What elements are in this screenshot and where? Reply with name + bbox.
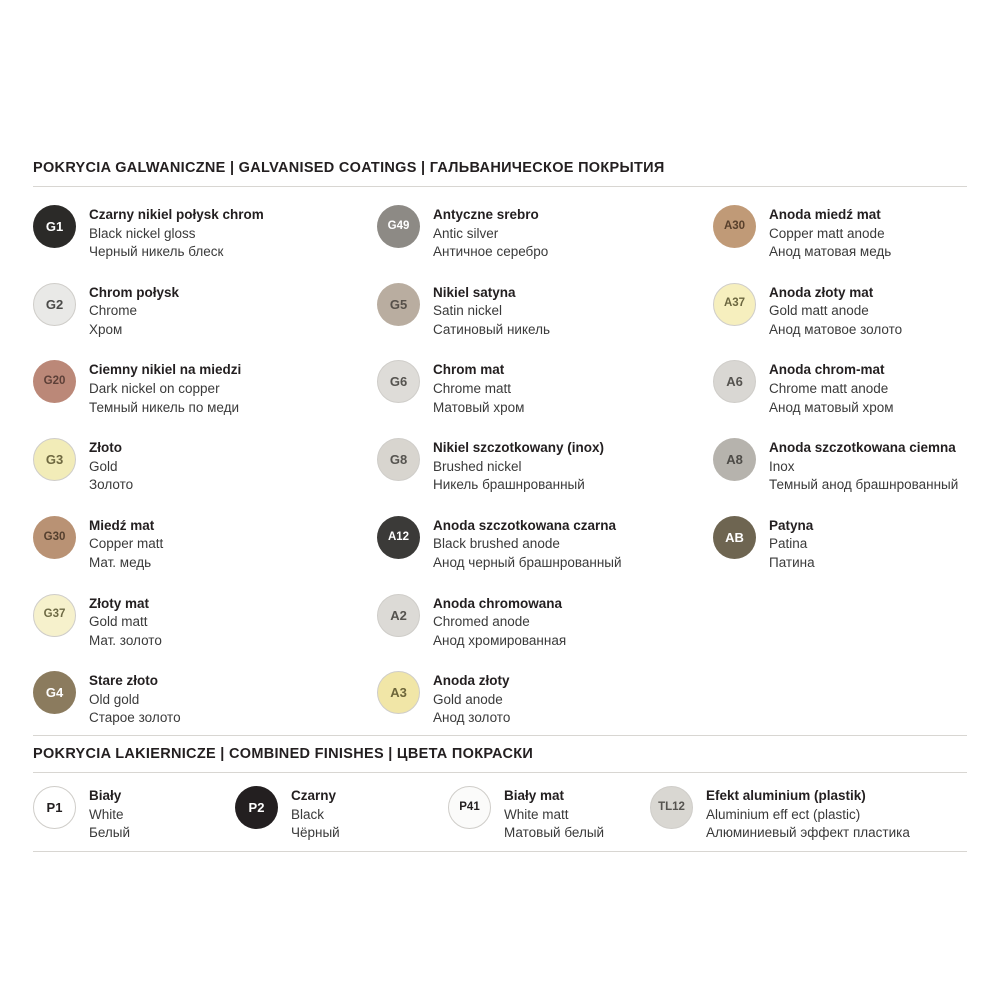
swatch-labels — [89, 594, 162, 651]
swatch-circle: P2 — [235, 786, 278, 829]
label-ru: Мат. золото — [89, 632, 162, 648]
label-pl: Chrom połysk — [89, 284, 180, 300]
label-ru: Чёрный — [291, 825, 340, 841]
label-ru: Анод матовое золото — [769, 321, 903, 337]
swatch-labels — [433, 205, 548, 262]
label-ru: Темный анод брашнрованный — [769, 477, 959, 493]
swatch-circle: G37 — [33, 594, 76, 637]
label-ru: Темный никель по меди — [89, 399, 239, 415]
swatch-entry — [33, 594, 162, 651]
label-pl: Anoda szczotkowana czarna — [433, 517, 617, 533]
label-en: Black — [291, 806, 325, 822]
swatch-circle: A37 — [713, 283, 756, 326]
label-pl: Efekt aluminium (plastik) — [706, 788, 866, 803]
swatch-labels — [433, 360, 524, 417]
label-ru: Золото — [89, 477, 134, 493]
swatch-entry — [377, 360, 524, 417]
swatch-circle: G2 — [33, 283, 76, 326]
swatch-labels — [433, 283, 550, 340]
swatch-entry — [33, 516, 163, 573]
label-pl: Biały — [89, 788, 122, 803]
label-pl: Czarny nikiel połysk chrom — [89, 207, 264, 222]
swatch-circle: A8 — [713, 438, 756, 481]
swatch-labels — [706, 786, 910, 843]
label-pl: Stare złoto — [89, 673, 159, 689]
label-pl: Anoda szczotkowana ciemna — [769, 440, 956, 456]
label-ru: Старое золото — [89, 710, 181, 726]
label-en: Copper matt anode — [769, 225, 885, 241]
swatch-labels — [89, 205, 264, 262]
swatch-entry — [33, 205, 264, 262]
label-pl: Ciemny nikiel na miedzi — [89, 362, 242, 378]
label-en: Antic silver — [433, 225, 499, 241]
label-ru: Черный никель блеск — [89, 244, 224, 260]
swatch-labels — [433, 594, 566, 651]
swatch-labels — [769, 205, 891, 262]
swatch-circle: G4 — [33, 671, 76, 714]
label-ru: Анод золото — [433, 710, 511, 726]
swatch-circle: G20 — [33, 360, 76, 403]
swatch-labels — [433, 438, 604, 495]
swatch-labels — [769, 516, 815, 573]
label-en: Chrome — [89, 303, 138, 319]
swatch-circle: TL12 — [650, 786, 693, 829]
label-ru: Хром — [89, 321, 123, 337]
swatch-circle: A12 — [377, 516, 420, 559]
swatch-entry — [33, 438, 133, 495]
swatch-labels — [89, 671, 181, 728]
label-ru: Анод матовый хром — [769, 399, 894, 415]
label-pl: Czarny — [291, 788, 337, 803]
label-en: Aluminium eff ect (plastic) — [706, 806, 861, 822]
swatch-entry — [33, 671, 181, 728]
swatch-entry — [713, 360, 894, 417]
label-ru: Матовый белый — [504, 825, 605, 841]
label-en: Gold anode — [433, 691, 503, 707]
label-pl: Chrom mat — [433, 362, 505, 378]
divider-top — [33, 186, 967, 187]
label-en: Chrome matt — [433, 381, 512, 397]
swatch-entry — [448, 786, 604, 843]
swatch-labels — [89, 438, 133, 495]
swatch-circle: AB — [713, 516, 756, 559]
label-ru: Анод хромированная — [433, 632, 567, 648]
swatch-labels — [504, 786, 604, 843]
label-ru: Сатиновый никель — [433, 321, 550, 337]
label-pl: Miedź mat — [89, 517, 155, 533]
label-en: Patina — [769, 536, 808, 552]
label-ru: Матовый хром — [433, 399, 525, 415]
swatch-circle: G5 — [377, 283, 420, 326]
swatch-circle: P41 — [448, 786, 491, 829]
swatch-entry — [33, 360, 241, 417]
label-ru: Белый — [89, 825, 131, 841]
label-pl: Złoto — [89, 440, 122, 456]
label-pl: Patyna — [769, 517, 814, 533]
label-ru: Алюминиевый эффект пластика — [706, 825, 910, 841]
swatch-labels — [89, 516, 163, 573]
label-en: Gold — [89, 458, 118, 474]
swatch-labels — [769, 283, 902, 340]
swatch-circle: G8 — [377, 438, 420, 481]
label-ru: Анод матовая медь — [769, 244, 892, 260]
swatch-labels — [433, 516, 622, 573]
label-en: Inox — [769, 458, 795, 474]
swatch-labels — [89, 360, 241, 417]
label-en: Black nickel gloss — [89, 225, 196, 241]
label-en: Old gold — [89, 691, 140, 707]
label-ru: Патина — [769, 555, 815, 571]
label-en: Brushed nickel — [433, 458, 522, 474]
label-ru: Мат. медь — [89, 555, 152, 571]
swatch-labels — [291, 786, 340, 843]
swatch-labels — [769, 360, 894, 417]
label-pl: Nikiel szczotkowany (inox) — [433, 440, 605, 456]
label-en: White — [89, 806, 124, 822]
swatch-entry — [650, 786, 910, 843]
swatch-circle: P1 — [33, 786, 76, 829]
label-en: Chromed anode — [433, 614, 530, 630]
swatch-entry — [713, 438, 958, 495]
swatch-entry — [713, 516, 815, 573]
section-header-combined: POKRYCIA LAKIERNICZE | COMBINED FINISHES | ЦВЕТА ПОКРАСКИ — [33, 746, 534, 762]
swatch-entry — [235, 786, 340, 843]
label-en: Satin nickel — [433, 303, 503, 319]
swatch-circle: G6 — [377, 360, 420, 403]
label-ru: Античное серебро — [433, 244, 549, 260]
swatch-entry — [713, 283, 902, 340]
label-en: Gold matt — [89, 614, 148, 630]
label-pl: Nikiel satyna — [433, 284, 516, 300]
swatch-entry — [377, 438, 604, 495]
divider-middle — [33, 735, 967, 736]
swatch-entry — [377, 671, 510, 728]
swatch-entry — [377, 594, 566, 651]
label-pl: Anoda chromowana — [433, 595, 563, 611]
swatch-circle: G49 — [377, 205, 420, 248]
label-pl: Złoty mat — [89, 595, 150, 611]
label-pl: Anoda miedź mat — [769, 207, 881, 222]
swatch-circle: G1 — [33, 205, 76, 248]
swatch-entry — [377, 205, 548, 262]
label-en: Copper matt — [89, 536, 164, 552]
swatch-circle: A6 — [713, 360, 756, 403]
label-pl: Anoda chrom-mat — [769, 362, 885, 378]
swatch-circle: A30 — [713, 205, 756, 248]
swatch-labels — [89, 786, 130, 843]
label-pl: Antyczne srebro — [433, 207, 539, 222]
label-pl: Anoda złoty — [433, 673, 510, 689]
section-header-galvanised: POKRYCIA GALWANICZNE | GALVANISED COATINGS | ГАЛЬВАНИЧЕСКОЕ ПОКРЫТИЯ — [33, 160, 665, 176]
swatch-labels — [769, 438, 958, 495]
label-en: Chrome matt anode — [769, 381, 889, 397]
swatch-entry — [377, 516, 622, 573]
swatch-labels — [89, 283, 179, 340]
swatch-entry — [33, 283, 179, 340]
swatch-circle: G30 — [33, 516, 76, 559]
label-pl: Biały mat — [504, 788, 565, 803]
swatch-circle: A2 — [377, 594, 420, 637]
divider-bottom — [33, 851, 967, 852]
label-en: Black brushed anode — [433, 536, 560, 552]
swatch-entry — [713, 205, 891, 262]
swatch-circle: G3 — [33, 438, 76, 481]
label-ru: Анод черный брашнрованный — [433, 555, 622, 571]
swatch-labels — [433, 671, 510, 728]
label-en: Dark nickel on copper — [89, 381, 220, 397]
swatch-circle: A3 — [377, 671, 420, 714]
swatch-entry — [377, 283, 550, 340]
label-ru: Никель брашнрованный — [433, 477, 585, 493]
label-en: White matt — [504, 806, 569, 822]
label-en: Gold matt anode — [769, 303, 869, 319]
divider-middle-lower — [33, 772, 967, 773]
label-pl: Anoda złoty mat — [769, 284, 874, 300]
swatch-entry — [33, 786, 130, 843]
